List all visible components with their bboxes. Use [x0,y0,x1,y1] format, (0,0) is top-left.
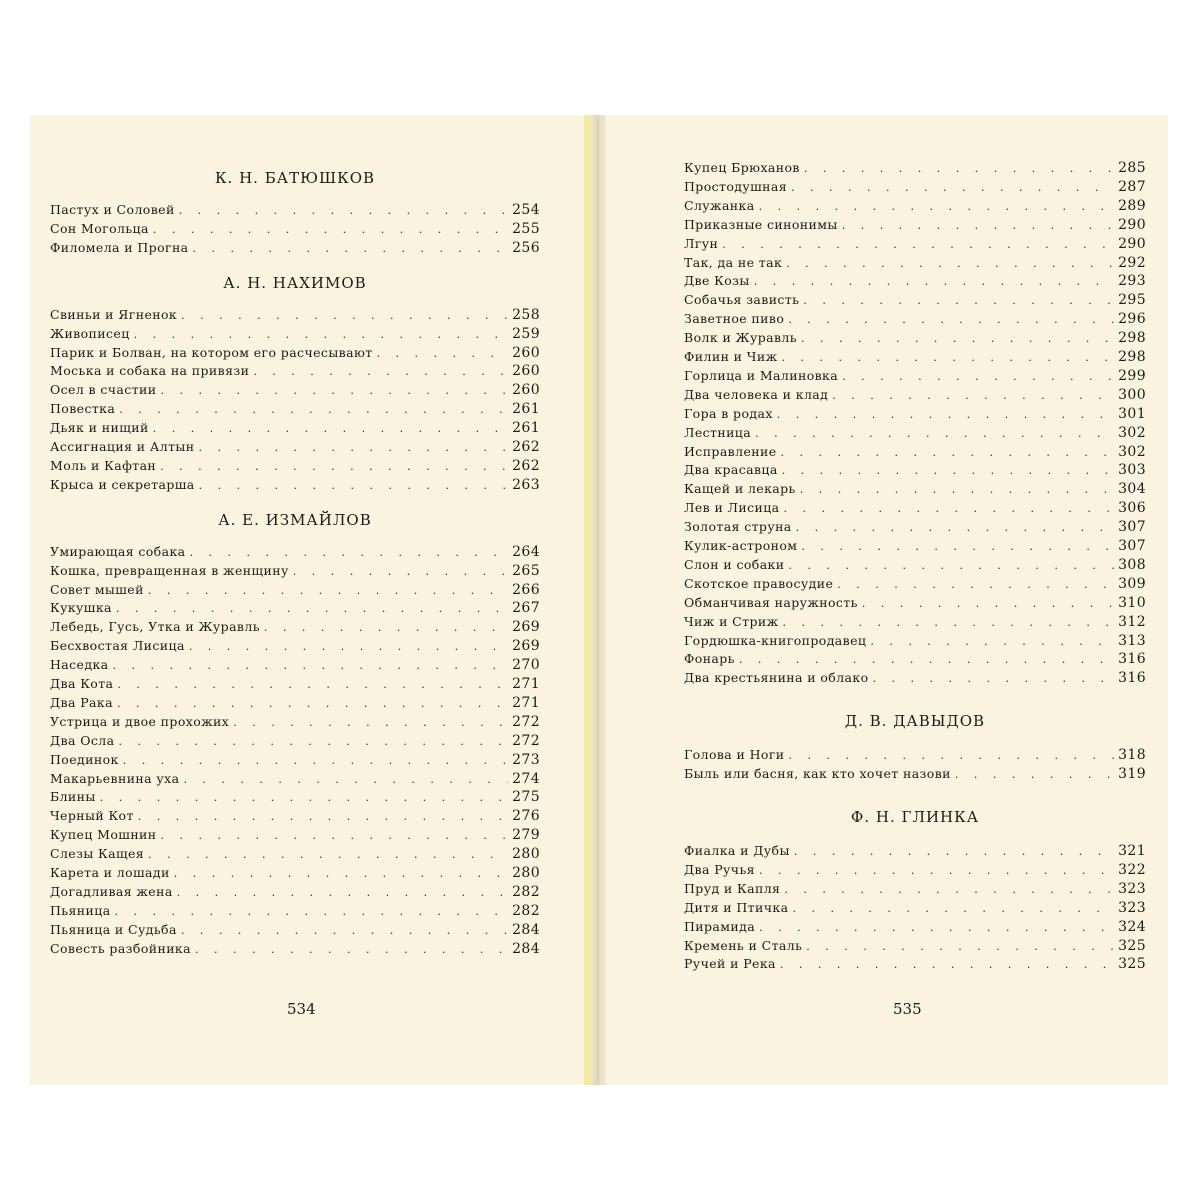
entry-title: Живописец [50,325,130,341]
entry-page-number: 306 [1118,500,1146,517]
entry-page-number: 282 [512,902,540,919]
entry-title: Кремень и Сталь [684,937,803,953]
dot-leader [801,330,1114,349]
entry-page-number: 274 [512,770,540,787]
entry-page-number: 313 [1118,632,1146,649]
toc-entry [684,669,1146,688]
entry-title: Две Козы [684,273,750,289]
dot-leader [181,922,508,941]
dot-leader [782,614,1114,633]
entry-page-number: 271 [512,694,540,711]
toc-entry [50,826,540,845]
entry-title: Так, да не так [684,254,783,270]
author-heading: А. Н. НАХИМОВ [223,273,367,292]
toc-entry [684,650,1146,669]
toc-entry [684,594,1146,613]
toc-entry [50,562,540,581]
entry-title: Лгун [684,235,719,251]
entry-title: Два Осла [50,732,115,748]
toc-entry [50,362,540,381]
toc-entry [50,902,540,921]
dot-leader [148,846,508,865]
entry-title: Поединок [50,751,119,767]
dot-leader [792,900,1114,919]
entry-page-number: 260 [512,363,540,380]
dot-leader [739,651,1114,670]
dot-leader [190,544,509,563]
dot-leader [161,827,509,846]
toc-entry [684,861,1146,880]
dot-leader [800,481,1114,500]
dot-leader [759,862,1114,881]
dot-leader [803,292,1114,311]
entry-page-number: 273 [512,751,540,768]
toc-entry [684,746,1146,765]
entry-title: Сон Могольца [50,220,149,236]
entry-title: Быль или басня, как кто хочет назови [684,766,951,782]
dot-leader [837,576,1114,595]
entry-page-number: 263 [512,476,540,493]
entry-page-number: 265 [512,562,540,579]
toc-entry [684,272,1146,291]
entry-title: Филин и Чиж [684,349,778,364]
entry-page-number: 282 [512,883,540,900]
author-heading: К. Н. БАТЮШКОВ [214,169,376,187]
dot-leader [784,500,1115,519]
entry-title: Заветное пиво [684,311,785,327]
entry-title: Служанка [684,197,755,213]
entry-page-number: 259 [512,325,540,342]
entry-page-number: 307 [1118,519,1146,536]
entry-title: Бесхвостая Лисица [50,638,185,654]
entry-title: Купец Брюханов [684,160,800,175]
dot-leader [160,458,508,477]
toc-entry [684,632,1146,651]
entry-title: Парик и Болван, на котором его расчесывают [50,344,373,360]
toc-entry [684,291,1146,310]
entry-title: Исправление [684,443,777,459]
entry-title: Осел в счастии [50,382,157,398]
page-number: 535 [893,1000,922,1018]
dot-leader [842,368,1114,387]
entry-title: Собачья зависть [684,292,800,308]
dot-leader [115,903,509,922]
toc-entry [50,921,540,940]
dot-leader [754,273,1114,292]
entry-page-number: 309 [1118,575,1146,592]
dot-leader [160,382,508,401]
entry-title: Моська и собака на привязи [50,363,250,379]
entry-title: Догадливая жена [50,883,173,899]
dot-leader [796,519,1114,538]
entry-title: Пьяница [50,902,111,918]
toc-entry [684,216,1146,235]
entry-title: Кулик-астроном [684,538,798,553]
entry-page-number: 322 [1118,861,1146,878]
entry-title: Горлица и Малиновка [684,367,839,383]
entry-page-number: 272 [512,713,540,730]
dot-leader [174,865,508,884]
dot-leader [788,311,1114,330]
entry-title: Слезы Кащея [50,846,145,862]
toc-entry [50,807,540,826]
toc-entry [50,599,540,618]
dot-leader [181,307,508,326]
dot-leader [786,255,1114,274]
toc-entry [684,310,1146,329]
toc-entry [684,556,1146,575]
entry-title: Два крестьянина и облако [684,670,869,686]
toc-entry [684,955,1146,974]
page-edge [584,115,590,1085]
toc-entry [684,518,1146,537]
entry-title: Лестница [684,424,752,440]
toc-entry [684,197,1146,216]
entry-title: Карета и лошади [50,865,170,880]
entry-title: Совет мышей [50,581,144,597]
dot-leader [264,619,508,638]
dot-leader [253,363,508,382]
toc-entry [684,899,1146,918]
entry-page-number: 292 [1118,254,1146,271]
entry-page-number: 324 [1118,918,1146,935]
entry-title: Два красавца [684,462,778,478]
entry-title: Золотая струна [684,519,792,535]
dot-leader [198,439,508,458]
entry-title: Кащей и лекарь [684,481,796,497]
toc-entry [684,613,1146,632]
dot-leader [148,582,508,601]
dot-leader [293,563,508,582]
toc-entry [684,937,1146,956]
entry-page-number: 325 [1118,956,1146,973]
entry-page-number: 307 [1118,538,1146,554]
dot-leader [806,938,1114,957]
dot-leader [722,236,1114,255]
dot-leader [781,444,1115,463]
toc-entry [50,581,540,600]
entry-page-number: 267 [512,600,540,617]
entry-page-number: 256 [512,239,540,256]
toc-entry [50,419,540,438]
entry-page-number: 275 [512,789,540,806]
entry-page-number: 266 [512,581,540,598]
toc-entry [684,499,1146,518]
entry-page-number: 295 [1118,292,1146,309]
entry-title: Два Рака [50,694,113,710]
toc-entry [50,751,540,770]
dot-leader [759,198,1114,217]
dot-leader [189,638,508,657]
entry-title: Чиж и Стриж [684,613,779,629]
dot-leader [955,766,1114,785]
entry-title: Скотское правосудие [684,575,834,591]
dot-leader [777,406,1114,425]
toc-entry [50,788,540,807]
toc-entry [50,883,540,902]
entry-title: Кошка, превращенная в женщину [50,562,289,578]
entry-title: Крыса и секретарша [50,476,195,492]
entry-page-number: 300 [1118,386,1146,403]
entry-page-number: 272 [512,732,540,749]
entry-page-number: 316 [1118,670,1146,687]
entry-title: Фонарь [684,651,735,667]
entry-page-number: 318 [1118,747,1146,764]
dot-leader [832,387,1114,406]
entry-title: Гора в родах [684,405,773,421]
dot-leader [789,747,1115,766]
entry-page-number: 290 [1118,235,1146,252]
dot-leader [870,633,1114,652]
toc-entry [684,537,1146,556]
dot-leader [118,733,508,752]
toc-entry [50,239,540,258]
entry-page-number: 271 [512,676,540,692]
dot-leader [117,676,508,695]
entry-page-number: 325 [1118,937,1146,954]
right-page [606,115,1168,1085]
toc-entry [50,732,540,751]
dot-leader [759,919,1114,938]
entry-title: Фиалка и Дубы [684,843,790,858]
dot-leader [873,670,1115,689]
toc-entry [684,178,1146,197]
toc-entry [684,254,1146,273]
author-heading: А. Е. ИЗМАЙЛОВ [218,510,372,529]
toc-entry [684,765,1146,784]
toc-entry [50,940,540,959]
entry-page-number: 254 [512,202,540,218]
toc-entry [684,461,1146,480]
left-page [30,115,592,1085]
entry-page-number: 298 [1118,349,1146,365]
entry-page-number: 298 [1118,330,1146,347]
entry-title: Пьяница и Судьба [50,921,177,937]
toc-entry [50,220,540,239]
dot-leader [195,941,508,960]
dot-leader [183,771,508,790]
toc-entry [50,543,540,562]
entry-title: Купец Мошнин [50,827,157,843]
toc-entry [50,201,540,220]
toc-entry [684,880,1146,899]
toc-entry [684,480,1146,499]
entry-page-number: 299 [1118,367,1146,384]
entry-page-number: 262 [512,457,540,474]
toc-entry [50,381,540,400]
toc-entry [50,306,540,325]
toc-entry [684,424,1146,443]
dot-leader [782,462,1114,481]
entry-page-number: 279 [512,827,540,844]
toc-entry [50,845,540,864]
entry-title: Простодушная [684,178,788,194]
entry-page-number: 261 [512,401,540,418]
entry-page-number: 304 [1118,481,1146,498]
entry-page-number: 260 [512,382,540,399]
entry-title: Блины [50,789,96,805]
entry-title: Дитя и Птичка [684,899,789,915]
entry-page-number: 264 [512,543,540,560]
entry-page-number: 296 [1118,311,1146,328]
toc-entry [50,400,540,419]
toc-entry [684,842,1146,861]
entry-page-number: 269 [512,638,540,655]
dot-leader [233,714,508,733]
dot-leader [113,657,509,676]
entry-title: Обманчивая наружность [684,594,858,610]
dot-leader [153,420,508,439]
toc-entry [684,367,1146,386]
entry-title: Моль и Кафтан [50,457,157,473]
dot-leader [377,345,509,364]
entry-title: Два Ручья [684,861,755,877]
entry-page-number: 290 [1118,216,1146,233]
entry-title: Макарьевнина уха [50,770,180,786]
dot-leader [801,538,1114,557]
toc-entry [50,713,540,732]
entry-page-number: 255 [512,220,540,237]
dot-leader [842,217,1114,236]
toc-entry [684,235,1146,254]
entry-page-number: 260 [512,344,540,361]
dot-leader [755,425,1114,444]
entry-page-number: 284 [512,921,540,938]
toc-entry [50,770,540,789]
entry-title: Два Кота [50,676,114,691]
entry-page-number: 293 [1118,273,1146,290]
entry-title: Ручей и Река [684,956,776,972]
dot-leader [199,477,508,496]
dot-leader [117,695,508,714]
toc-entry [684,443,1146,462]
entry-title: Устрица и двое прохожих [50,713,230,729]
dot-leader [153,221,508,240]
entry-page-number: 262 [512,439,540,455]
toc-entry [50,694,540,713]
entry-page-number: 261 [512,420,540,437]
entry-page-number: 289 [1118,197,1146,214]
entry-title: Лев и Лисица [684,500,780,516]
toc-entry [50,618,540,637]
entry-page-number: 285 [1118,160,1146,176]
dot-leader [134,326,508,345]
entry-page-number: 269 [512,619,540,636]
entry-title: Пруд и Капля [684,880,781,896]
toc-entry [50,325,540,344]
dot-leader [794,843,1114,862]
entry-page-number: 323 [1118,899,1146,916]
entry-title: Два человека и клад [684,386,829,402]
entry-title: Умирающая собака [50,543,186,559]
entry-page-number: 276 [512,808,540,825]
toc-entry [50,476,540,495]
toc-entry [50,637,540,656]
dot-leader [784,881,1114,900]
entry-page-number: 280 [512,865,540,881]
dot-leader [789,557,1115,576]
toc-entry [684,159,1146,178]
toc-entry [50,344,540,363]
entry-page-number: 303 [1118,462,1146,479]
entry-page-number: 321 [1118,843,1146,859]
dot-leader [100,789,508,808]
entry-title: Совесть разбойника [50,940,192,956]
entry-page-number: 310 [1118,594,1146,611]
toc-entry [684,348,1146,367]
toc-entry [684,386,1146,405]
toc-entry [50,457,540,476]
entry-title: Кукушка [50,600,112,616]
entry-title: Дьяк и нищий [50,420,149,436]
entry-page-number: 312 [1118,613,1146,630]
dot-leader [780,956,1114,975]
author-heading: Ф. Н. ГЛИНКА [850,808,980,826]
toc-entry [50,438,540,457]
page-number: 534 [287,1000,316,1018]
entry-page-number: 323 [1118,880,1146,897]
dot-leader [804,160,1114,179]
entry-title: Пирамида [684,918,756,934]
toc-entry [684,405,1146,424]
dot-leader [179,202,508,221]
entry-page-number: 301 [1118,405,1146,422]
entry-page-number: 284 [512,940,540,957]
author-heading: Д. В. ДАВЫДОВ [844,712,986,731]
entry-title: Приказные синонимы [684,216,838,232]
dot-leader [123,752,508,771]
toc-entry [50,675,540,694]
entry-page-number: 270 [512,657,540,674]
entry-title: Волк и Журавль [684,330,797,346]
entry-title: Свиньи и Ягненок [50,306,178,322]
entry-page-number: 316 [1118,651,1146,668]
entry-page-number: 287 [1118,178,1146,195]
dot-leader [781,349,1114,368]
entry-title: Ассигнация и Алтын [50,439,195,454]
entry-title: Повестка [50,401,116,417]
toc-entry [50,864,540,883]
dot-leader [138,808,508,827]
entry-page-number: 258 [512,306,540,323]
entry-title: Пастух и Соловей [50,202,175,217]
entry-title: Гордюшка-книгопродавец [684,632,867,648]
dot-leader [116,600,508,619]
dot-leader [177,884,508,903]
entry-title: Наседка [50,657,109,673]
entry-page-number: 319 [1118,766,1146,783]
dot-leader [791,179,1114,198]
dot-leader [862,595,1114,614]
toc-entry [684,575,1146,594]
dot-leader [193,240,509,259]
entry-title: Голова и Ноги [684,747,785,763]
entry-title: Черный Кот [50,808,134,824]
entry-title: Филомела и Прогна [50,239,189,255]
entry-page-number: 302 [1118,443,1146,460]
toc-entry [50,656,540,675]
toc-entry [684,329,1146,348]
dot-leader [119,401,508,420]
entry-page-number: 280 [512,846,540,863]
entry-page-number: 302 [1118,424,1146,441]
entry-title: Слон и собаки [684,556,785,572]
toc-entry [684,918,1146,937]
entry-page-number: 308 [1118,556,1146,573]
entry-title: Лебедь, Гусь, Утка и Журавль [50,619,260,635]
